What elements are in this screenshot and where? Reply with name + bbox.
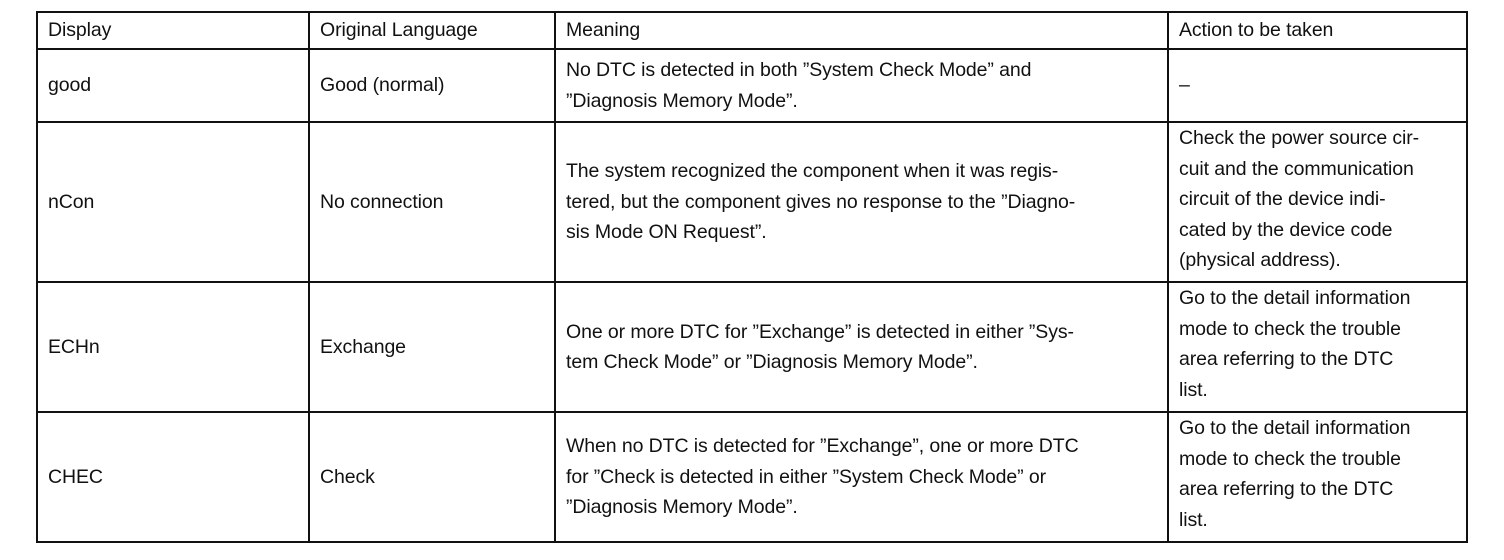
cell-action: Go to the detail information mode to check the trouble area referring to the DTC list.: [1168, 412, 1467, 542]
cell-original-language: Exchange: [309, 282, 555, 412]
table-row: [37, 49, 1467, 122]
header-display: Display: [37, 12, 309, 49]
table-header-row: [37, 12, 1467, 49]
cell-action: –: [1168, 49, 1467, 122]
cell-display: ECHn: [37, 282, 309, 412]
cell-meaning: No DTC is detected in both ”System Check Mode” and ”Diagnosis Memory Mode”.: [555, 49, 1168, 122]
cell-original-language: No connection: [309, 122, 555, 282]
cell-meaning: One or more DTC for ”Exchange” is detected in either ”Sys- tem Check Mode” or ”Diagnosis Memory Mode”.: [555, 282, 1168, 412]
cell-original-language: Check: [309, 412, 555, 542]
cell-display: CHEC: [37, 412, 309, 542]
cell-display: nCon: [37, 122, 309, 282]
cell-meaning: The system recognized the component when it was regis- tered, but the component gives no response to the ”Diagno- sis Mode ON Request”.: [555, 122, 1168, 282]
header-meaning: Meaning: [555, 12, 1168, 49]
header-original-language: Original Language: [309, 12, 555, 49]
table-row: [37, 282, 1467, 412]
table-row: [37, 122, 1467, 282]
cell-meaning: When no DTC is detected for ”Exchange”, one or more DTC for ”Check is detected in either ”System Check Mode” or ”Diagnosis Memory Mode”.: [555, 412, 1168, 542]
cell-action: Go to the detail information mode to check the trouble area referring to the DTC list.: [1168, 282, 1467, 412]
dtc-display-table: [36, 11, 1468, 543]
cell-display: good: [37, 49, 309, 122]
cell-action: Check the power source cir- cuit and the communication circuit of the device indi- cated by the device code (physical address).: [1168, 122, 1467, 282]
table-row: [37, 412, 1467, 542]
header-action: Action to be taken: [1168, 12, 1467, 49]
cell-original-language: Good (normal): [309, 49, 555, 122]
